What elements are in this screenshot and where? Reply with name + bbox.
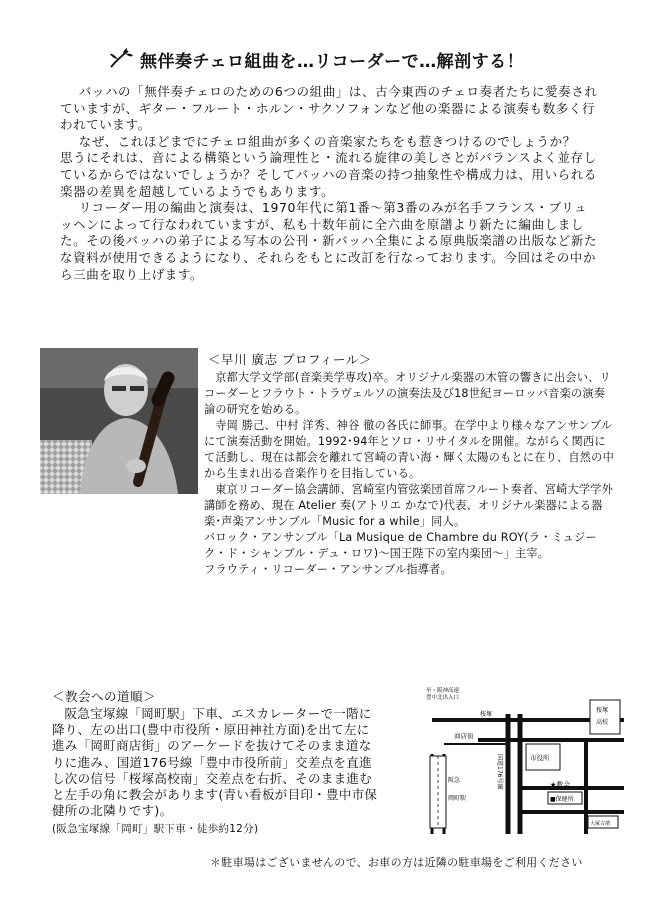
- directions-section: [52, 687, 382, 838]
- map-drawing: [424, 684, 624, 834]
- directions-note: (阪急宝塚線「岡町」駅下車・徒歩約12分): [52, 823, 259, 836]
- title-row: [108, 46, 578, 72]
- intro-paragraph: なぜ、これほどまでにチェロ組曲が多くの音楽家たちをも惹きつけるのでしょうか？ 思うにそれは、音による構築という論理性と・流れる旋律の美しさとがバランスよく並存しているからではないでしょうか？そしてバッハの音楽の持つ抽象性や構成力は、用いられる楽器の差異を超越しているようでもあります。: [60, 133, 597, 199]
- map-label-hankyu-1: 阪急: [448, 777, 461, 784]
- profile-paragraph: 京都大学文学部(音楽美学専攻)卒。オリジナル楽器の木管の響きに出会い、リコーダーとフラウト・トラヴェルソの演奏法及び18世紀ヨーロッパ音楽の演奏論の研究を始める。: [204, 371, 611, 416]
- map-label-route: 国道176号線: [496, 754, 503, 790]
- map-label-shoten: 商店街: [454, 732, 474, 740]
- map-label-daibo: 大塚古墳: [590, 821, 611, 827]
- performer-portrait-image: [40, 348, 198, 494]
- directions-paragraph: 阪急宝塚線「岡町駅」下車、エスカレーターで一階に降り、左の出口(豊中市役所・原田神社方面)を出て左に進み「岡町商店街」のアーケードを抜けてそのまま道なりに進み、国道176号線「豊中市役所前」交差点を直進し次の信号「桜塚高校南」交差点を右折、そのまま進むと左手の角に教会があります(青い看板が目印・豊中市保健所の北隣りです)。: [52, 706, 378, 819]
- intro-section: [60, 84, 600, 283]
- access-map: [424, 684, 624, 834]
- page-title: 無伴奏チェロ組曲を…リコーダーで…解剖する！: [140, 51, 525, 72]
- profile-paragraph: フラウティ・リコーダー・アンサンブル指導者。: [204, 563, 452, 576]
- map-label-hanshin: 至・阪神高速: [426, 688, 460, 694]
- profile-heading: ＜早川 廣志 プロフィール＞: [208, 352, 372, 367]
- intro-paragraph: バッハの「無伴奏チェロのための6つの組曲」は、古今東西のチェロ奏者たちに愛奏されていますが、ギター・フルート・ホルン・サクソフォンなど他の楽器による演奏も数多く行われています。: [60, 84, 598, 133]
- map-label-church: ★教会: [550, 781, 571, 789]
- map-label-cityhall: 市役所: [530, 754, 550, 762]
- intro-paragraph: リコーダー用の編曲と演奏は、1970年代に第1番〜第3番のみが名手フランス・ブリュッヘンによって行なわれていますが、私も十数年前に全六曲を原譜より新たに編曲しました。その後バッハの弟子による写本の公刊・新バッハ全集による原典版楽譜の出版など新たな資料が使用できるようになり、それらをもとに改訂を行なっております。今回はその中から三曲を取り上げます。: [60, 200, 598, 282]
- performer-photo: [40, 348, 198, 494]
- map-label-school-2: 高校: [596, 719, 609, 726]
- map-label-school-1: 桜塚: [596, 707, 609, 714]
- profile-paragraph: 東京リコーダー協会講師、宮崎室内管弦楽団首席フルート奏者、宮崎大学学外講師を務め、現在 Atelier 奏(アトリエ かなで)代表、オリジナル楽器による器楽･声楽アンサンブル「Music for a while」同人。: [204, 483, 614, 528]
- profile-paragraph: バロック・アンサンブル「La Musique de Chambre du ROY(ラ・ミュジーク・ド・シャンブル・デュ・ロワ)〜国王陛下の室内楽団〜」主宰。: [204, 531, 597, 560]
- flower-ornament-icon: [108, 47, 134, 71]
- map-label-hankyu-2: 岡町駅: [448, 795, 467, 802]
- map-label-health: ■保健所: [550, 796, 574, 803]
- map-label-toyonaka-exit: 豊中北出入口: [426, 695, 460, 701]
- parking-note: ＊駐車場はございませんので、お車の方は近隣の駐車場をご利用ください: [210, 856, 583, 869]
- profile-section: [204, 350, 616, 578]
- map-label-sakura: 桜塚: [480, 711, 493, 718]
- directions-heading: ＜教会への道順＞: [52, 689, 157, 704]
- profile-paragraph: 寺岡 勝己、中村 洋秀、神谷 徹の各氏に師事。在学中より様々なアンサンブルにて演奏活動を開始。1992･94年とソロ・リサイタルを開催。ながらく関西にて活動し、現在は都会を離れて宮崎の青い海・輝く太陽のもとに在り、自然の中から生まれ出る音楽作りを目指している。: [204, 419, 614, 480]
